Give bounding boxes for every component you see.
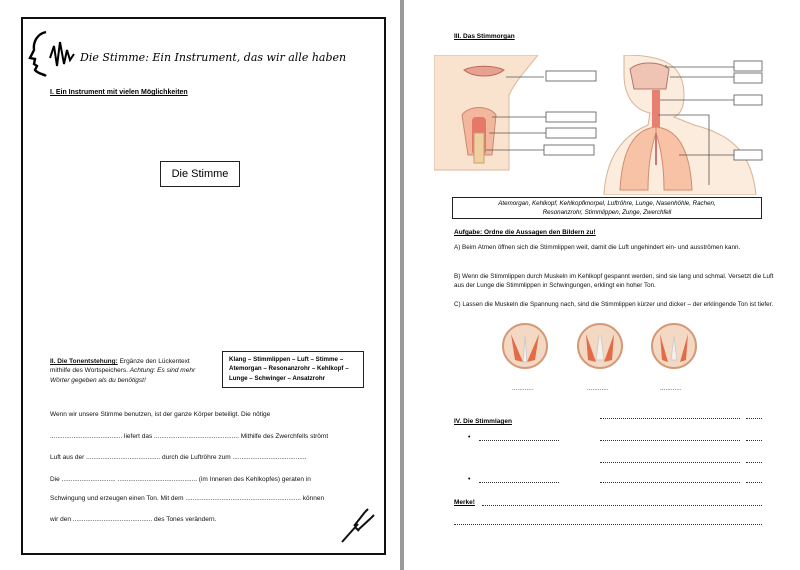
section-2-note: Achtung: Es sind mehr Wörter gegeben als du benötigst! [50,367,196,384]
merke-heading: Merke! [454,499,475,506]
statement-b: B) Wenn die Stimmlippen durch Muskeln im Kehlkopf gespannt werden, sind sie lang und schmal. Versetzt die Luft aus der Lunge die Stimmlippen in Schwingungen, erklingt ein hoher Ton. [454,273,774,290]
voice-logo-icon [28,30,78,78]
answer-line [479,482,559,483]
statement-c: C) Lassen die Muskeln die Spannung nach, sind die Stimmlippen kürzer und dicker – der erklingende Ton ist tiefer. [454,301,774,308]
section-2-text [50,357,210,385]
bullet: • [468,434,471,441]
section-3-heading: III. Das Stimmorgan [454,33,515,40]
answer-line [600,440,740,441]
vocal-folds-image-c [650,322,698,370]
answer-blank: ............ [660,385,682,392]
cloze-line: Luft aus der ......................................... durch die Luftröhre zum ......................................... [50,454,307,461]
answer-blank: ............ [587,385,609,392]
bullet: • [468,476,471,483]
throat-illustration [434,55,538,170]
cloze-line: Schwingung und erzeugen einen Ton. Mit dem ................................................................ können [50,495,325,502]
section-1-heading: I. Ein Instrument mit vielen Möglichkeiten [50,89,188,96]
center-box: Die Stimme [160,161,240,187]
worksheet-title: Die Stimme: Ein Instrument, das wir alle haben [80,51,347,64]
voice-organ-diagram [434,55,764,195]
answer-line [746,440,762,441]
statement-a: A) Beim Atmen öffnen sich die Stimmlippen weit, damit die Luft ungehindert ein- und ausströmen kann. [454,244,741,251]
right-page [404,0,800,570]
word-bank-line: Klang – Stimmlippen – Luft – Stimme – [229,356,344,363]
section-4-heading: IV. Die Stimmlagen [454,418,512,425]
answer-line [746,418,762,419]
answer-blank: ............ [512,385,534,392]
section-2-intro: Ergänze den Lückentext mithilfe des Wortspeichers. [50,358,190,375]
answer-line [600,462,740,463]
answer-line [600,418,740,419]
cloze-line: wir den ............................................ des Tones verändern. [50,516,217,523]
cloze-line: Die .............................. ............................................ (im Inneren des Kehlkopfes) geraten in [50,476,311,483]
cloze-line: ........................................ liefert das ............................................... Mithilfe des Zwerchfells strömt [50,433,329,440]
vocal-folds-image-b [576,322,624,370]
answer-line [479,440,559,441]
answer-line [482,505,762,506]
section-2-heading: II. Die Tonentstehung: [50,358,118,365]
tuning-fork-icon [338,506,380,544]
cloze-line: Wenn wir unsere Stimme benutzen, ist der ganze Körper beteiligt. Die nötige [50,411,271,418]
answer-line [454,524,762,525]
word-bank-line: Lunge – Schwinger – Ansatzrohr [229,374,326,382]
answer-line [600,482,740,483]
word-box-line: Atemorgan, Kehlkopf, Kehlkopfknorpel, Luftröhre, Lunge, Nasenhöhle, Rachen, [498,200,716,207]
task-heading: Aufgabe: Ordne die Aussagen den Bildern zu! [454,229,596,236]
answer-line [746,462,762,463]
upper-body-illustration [604,55,756,195]
word-bank-line: Atemorgan – Resonanzrohr – Kehlkopf – [229,365,349,373]
word-bank-box [222,351,364,388]
word-box-line: Resonanzrohr, Stimmlippen, Zunge, Zwerchfell [542,209,672,217]
word-box [452,197,762,219]
answer-line [746,482,762,483]
vocal-folds-image-a [501,322,549,370]
